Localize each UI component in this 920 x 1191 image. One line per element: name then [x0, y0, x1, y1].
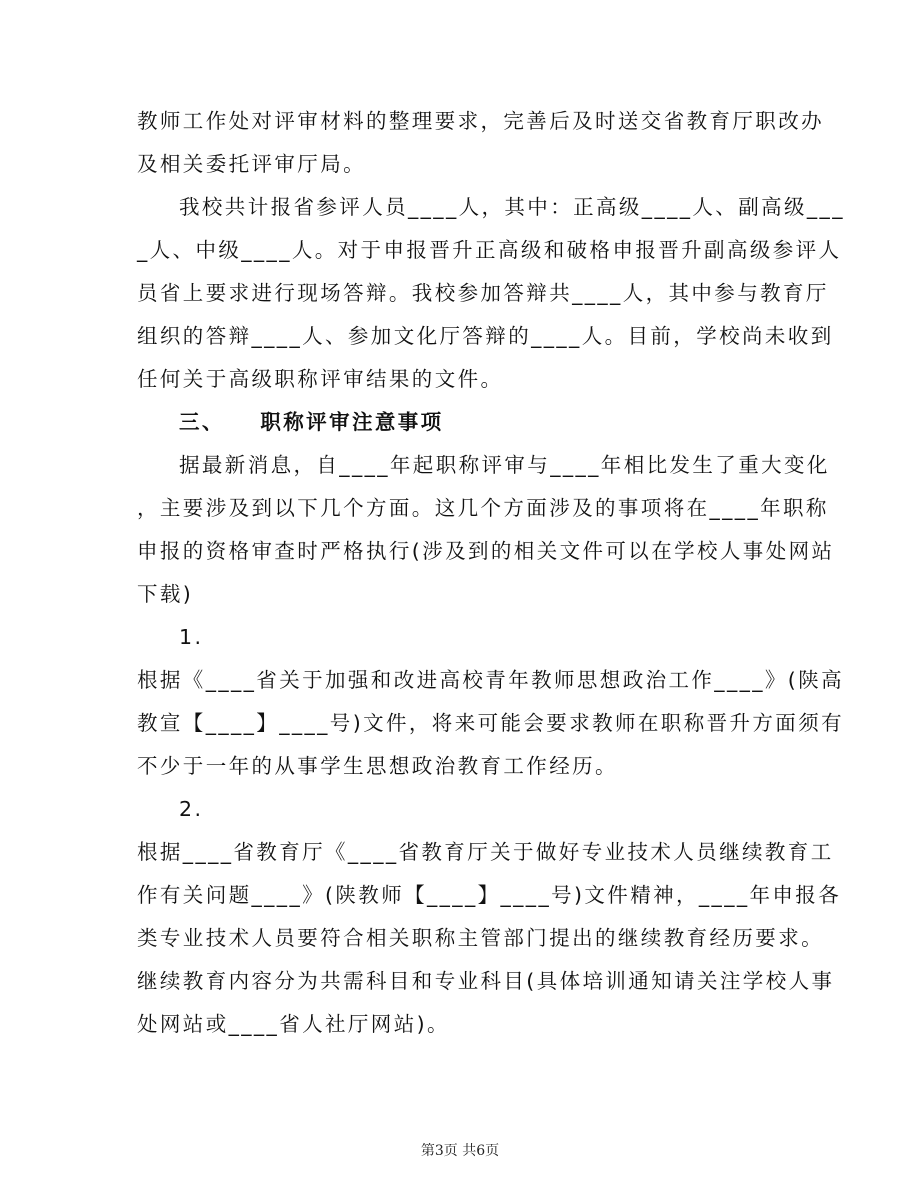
paragraph-line: 教宣【____】____号)文件，将来可能会要求教师在职称晋升方面须有 [137, 711, 844, 735]
list-number: 2. [179, 797, 204, 821]
paragraph-line: 组织的答辩____人、参加文化厅答辩的____人。目前，学校尚未收到 [137, 324, 834, 348]
paragraph-line: 作有关问题____》(陕教师【____】____号)文件精神，____年申报各 [137, 883, 842, 907]
paragraph-line: 教师工作处对评审材料的整理要求，完善后及时送交省教育厅职改办 [137, 109, 824, 133]
paragraph-line: 类专业技术人员要符合相关职称主管部门提出的继续教育经历要求。 [137, 926, 824, 950]
paragraph-line: 根据《____省关于加强和改进高校青年教师思想政治工作____》(陕高 [137, 668, 844, 692]
page-footer: 第3页 共6页 [420, 1143, 500, 1159]
list-number: 1. [179, 625, 204, 649]
paragraph-line: 下载) [137, 582, 194, 606]
paragraph-line: 员省上要求进行现场答辩。我校参加答辩共____人，其中参与教育厅 [137, 281, 829, 305]
paragraph-line: 不少于一年的从事学生思想政治教育工作经历。 [137, 754, 618, 778]
section-heading: 三、 职称评审注意事项 [179, 410, 444, 434]
paragraph-line: 申报的资格审查时严格执行(涉及到的相关文件可以在学校人事处网站 [137, 539, 835, 563]
paragraph-line: 根据____省教育厅《____省教育厅关于做好专业技术人员继续教育工 [137, 840, 834, 864]
paragraph-line: 我校共计报省参评人员____人，其中：正高级____人、副高级___ [179, 195, 845, 219]
paragraph-line: 任何关于高级职称评审结果的文件。 [137, 367, 504, 391]
paragraph-line: _人、中级____人。对于申报晋升正高级和破格申报晋升副高级参评人 [137, 238, 842, 262]
paragraph-line: 及相关委托评审厅局。 [137, 152, 366, 176]
paragraph-line: 处网站或____省人社厅网站)。 [137, 1012, 450, 1036]
paragraph-line: 据最新消息，自____年起职称评审与____年相比发生了重大变化 [179, 453, 830, 477]
paragraph-line: 继续教育内容分为共需科目和专业科目(具体培训通知请关注学校人事 [137, 969, 835, 993]
paragraph-line: ，主要涉及到以下几个方面。这几个方面涉及的事项将在____年职称 [137, 496, 829, 520]
